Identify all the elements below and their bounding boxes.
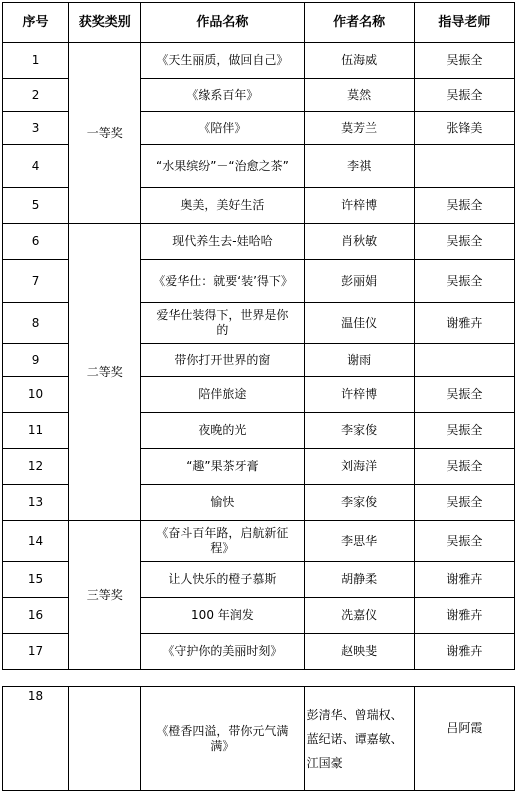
teacher-name: 吴振全 [414,43,514,79]
author-name: 彭丽娟 [304,260,414,303]
work-title: 《橙香四溢，带你元气满满》 [141,687,304,791]
teacher-name: 吴振全 [414,449,514,485]
header-author: 作者名称 [304,3,414,43]
author-name: 李家俊 [304,485,414,521]
header-teacher: 指导老师 [414,3,514,43]
work-title: 《缘系百年》 [141,79,304,112]
row-number: 11 [3,413,69,449]
teacher-name: 吴振全 [414,188,514,224]
teacher-name: 吴振全 [414,485,514,521]
author-name: 赵映斐 [304,634,414,670]
teacher-name: 张锋美 [414,112,514,145]
row-number: 3 [3,112,69,145]
award-category: 三等奖 [69,521,141,670]
row-number: 13 [3,485,69,521]
row-number: 12 [3,449,69,485]
table-row [3,43,515,79]
work-title: 《守护你的美丽时刻》 [141,634,304,670]
teacher-name: 吴振全 [414,377,514,413]
teacher-name: 吴振全 [414,521,514,562]
header-no: 序号 [3,3,69,43]
row-number: 8 [3,303,69,344]
row-number: 14 [3,521,69,562]
work-title: “趣”果茶牙膏 [141,449,304,485]
author-name: 冼嘉仪 [304,598,414,634]
teacher-name: 吴振全 [414,224,514,260]
work-title: 夜晚的光 [141,413,304,449]
work-title: 陪伴旅途 [141,377,304,413]
author-name: 谢雨 [304,344,414,377]
row-number: 10 [3,377,69,413]
work-title: “水果缤纷”－“治愈之茶” [141,145,304,188]
work-title: 《天生丽质，做回自己》 [141,43,304,79]
awards-table-continued [2,686,515,791]
author-name: 李思华 [304,521,414,562]
header-work: 作品名称 [141,3,304,43]
header-row [3,3,515,43]
author-name: 胡静柔 [304,562,414,598]
work-title: 愉快 [141,485,304,521]
table-row [3,687,515,791]
category-cell [69,687,141,791]
teacher-name: 谢雅卉 [414,634,514,670]
teacher-name: 谢雅卉 [414,303,514,344]
author-name: 莫然 [304,79,414,112]
work-title: 《奋斗百年路，启航新征程》 [141,521,304,562]
teacher-name: 吴振全 [414,79,514,112]
work-title: 《爱华仕：就要‘装’得下》 [141,260,304,303]
work-title: 爱华仕装得下，世界是你的 [141,303,304,344]
row-number: 5 [3,188,69,224]
award-category: 二等奖 [69,224,141,521]
author-name: 伍海威 [304,43,414,79]
author-line: 彭清华、曾瑞权、 [306,707,403,722]
teacher-name: 谢雅卉 [414,598,514,634]
teacher-name: 谢雅卉 [414,562,514,598]
work-title: 带你打开世界的窗 [141,344,304,377]
table-row [3,521,515,562]
header-category: 获奖类别 [69,3,141,43]
author-name: 刘海洋 [304,449,414,485]
author-name: 李家俊 [304,413,414,449]
author-list [304,687,414,791]
table-row [3,224,515,260]
row-number: 4 [3,145,69,188]
author-name: 许梓博 [304,188,414,224]
row-number: 16 [3,598,69,634]
awards-table [2,2,515,670]
row-number: 17 [3,634,69,670]
teacher-name [414,344,514,377]
teacher-name [414,145,514,188]
row-number: 9 [3,344,69,377]
author-line: 江国豪 [306,755,343,770]
work-title: 现代养生去-娃哈哈 [141,224,304,260]
teacher-name: 吴振全 [414,260,514,303]
row-number: 2 [3,79,69,112]
author-name: 李祺 [304,145,414,188]
author-line: 蓝纪诺、谭嘉敏、 [306,731,403,746]
author-name: 莫芳兰 [304,112,414,145]
row-number: 1 [3,43,69,79]
work-title: 100 年润发 [141,598,304,634]
row-number: 6 [3,224,69,260]
author-name: 许梓博 [304,377,414,413]
teacher-name: 吕阿霞 [414,687,514,791]
work-title: 《陪伴》 [141,112,304,145]
award-category: 一等奖 [69,43,141,224]
work-title: 让人快乐的橙子慕斯 [141,562,304,598]
author-name: 肖秋敏 [304,224,414,260]
row-number: 15 [3,562,69,598]
row-number: 7 [3,260,69,303]
teacher-name: 吴振全 [414,413,514,449]
author-name: 温佳仪 [304,303,414,344]
row-number: 18 [3,687,69,791]
work-title: 奥美，美好生活 [141,188,304,224]
